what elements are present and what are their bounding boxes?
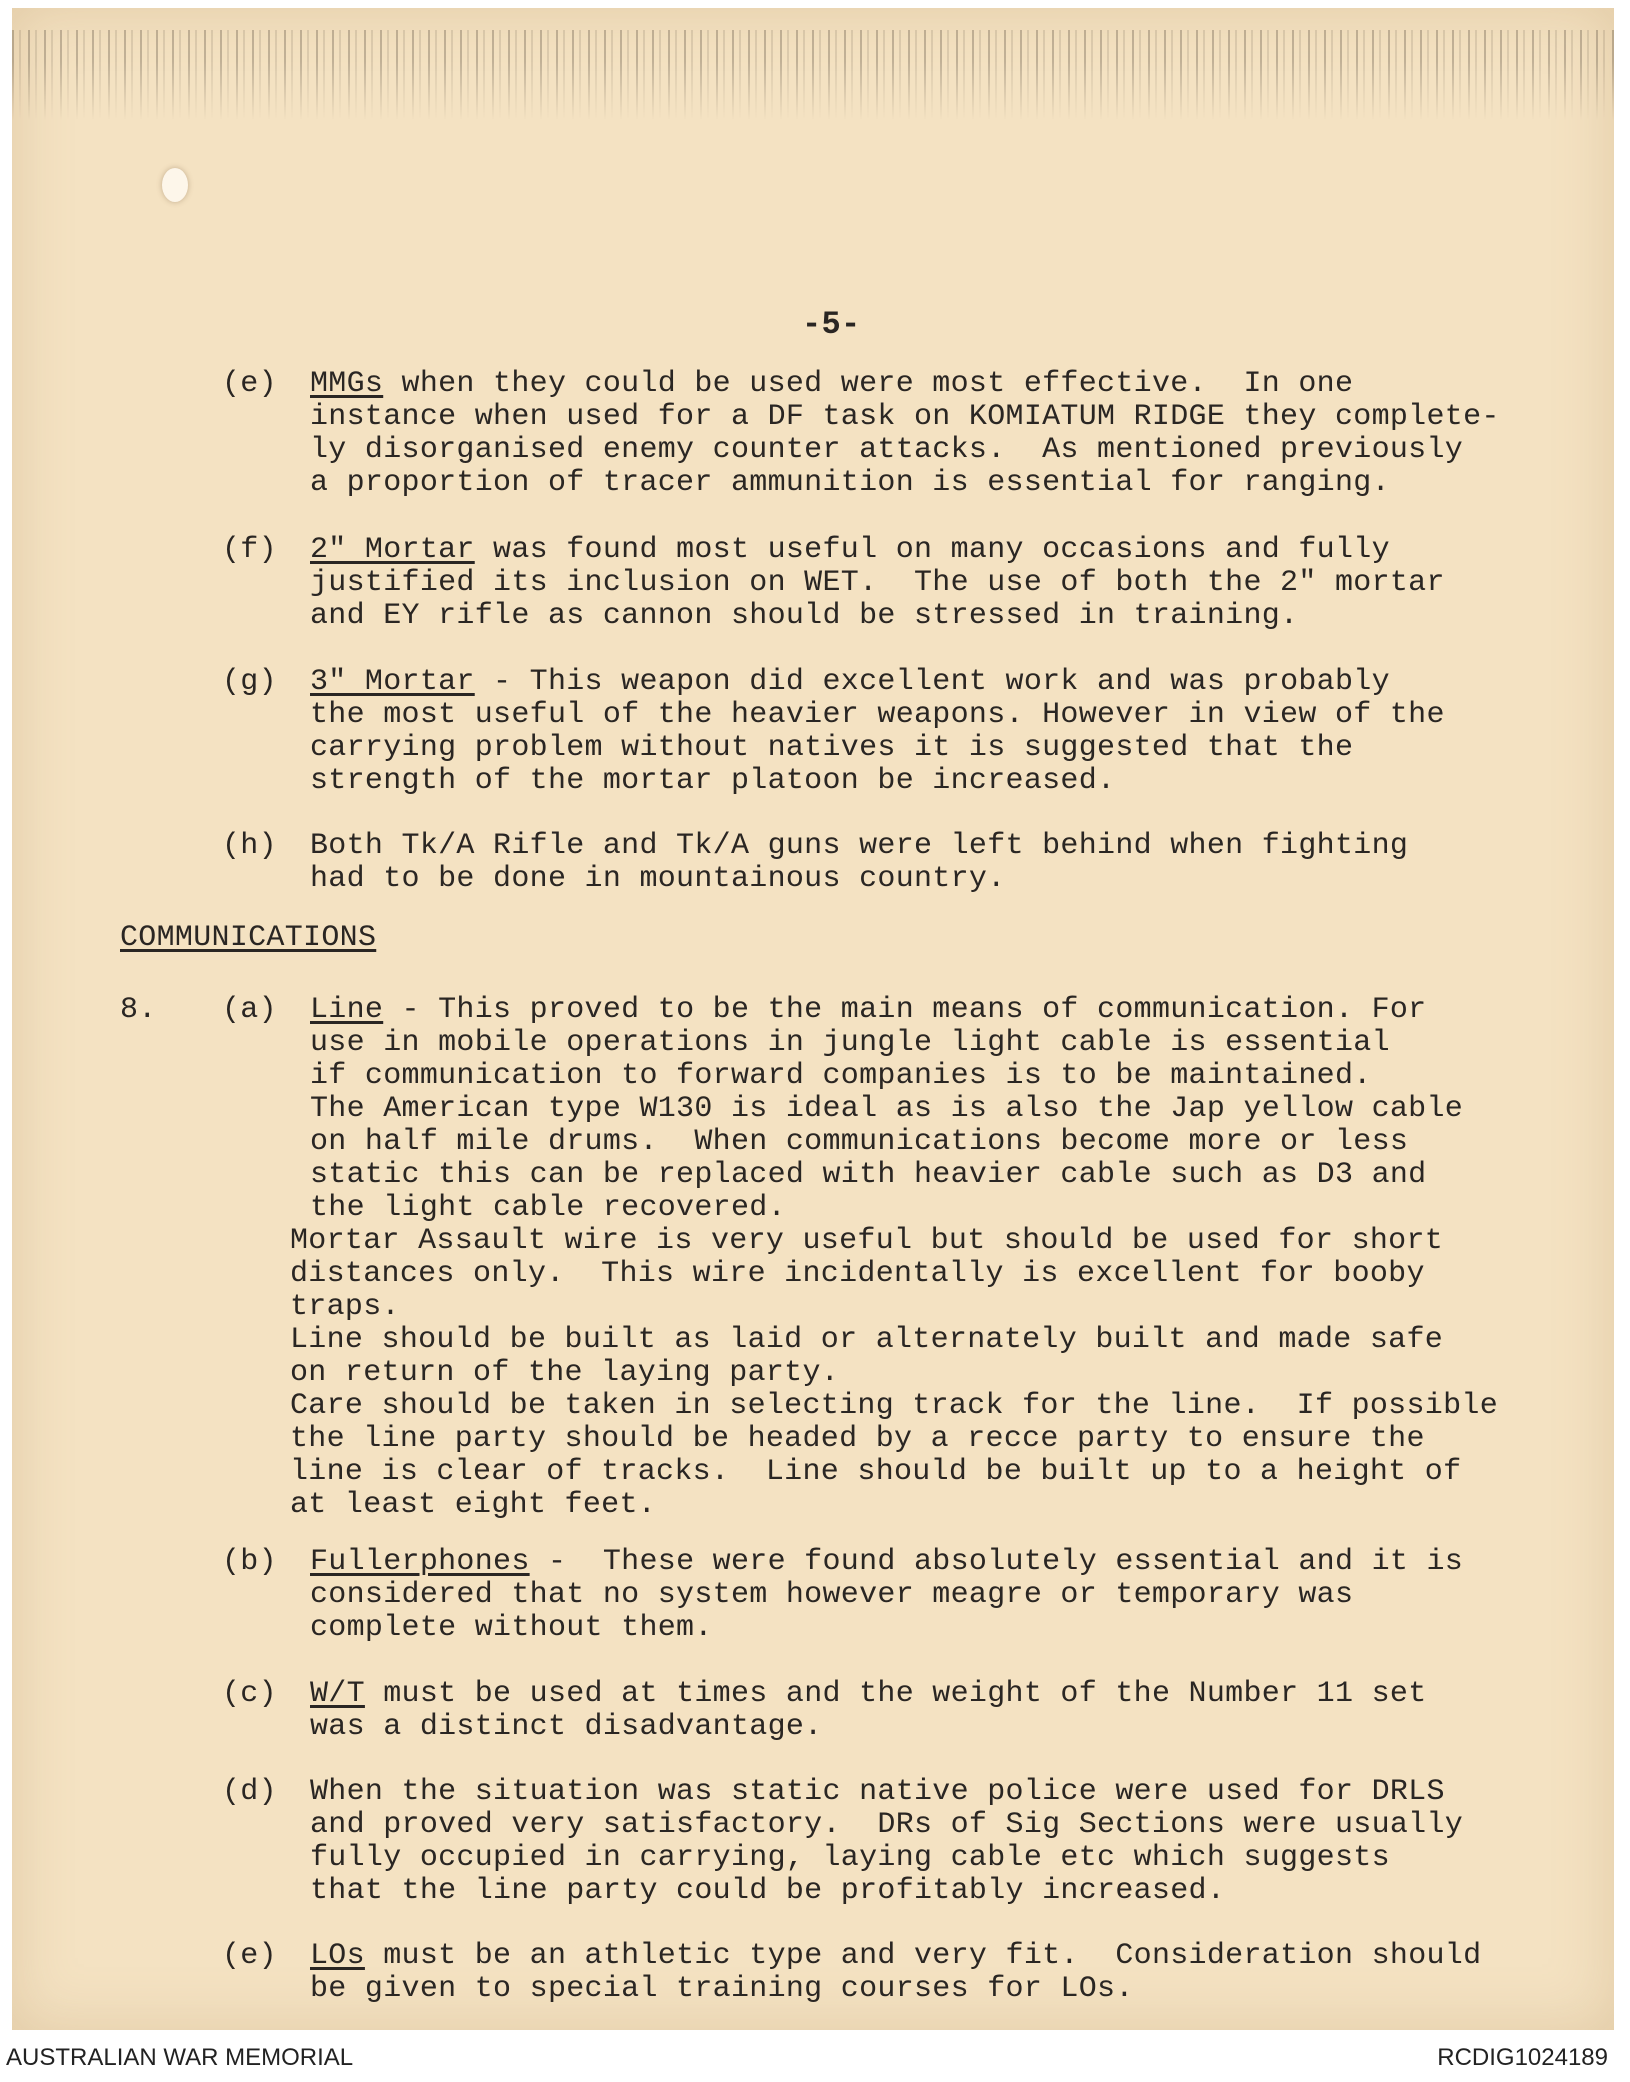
weapons-item-line: justified its inclusion on WET. The use of both the 2" mortar [310,566,1445,600]
comm-item [222,1678,1602,1744]
comm-item-heading: Fullerphones [310,1545,530,1579]
comm-item-body [290,993,1498,1522]
comm-item-label: (e) [222,1939,277,1973]
weapons-item-line: strength of the mortar platoon be increased. [310,764,1116,798]
document-page [12,8,1614,2030]
weapons-item-label: (g) [222,665,277,699]
comm-item-line: LOs must be an athletic type and very fit. Consideration should [310,1939,1482,1973]
comm-item-line: Fullerphones - These were found absolutely essential and it is [310,1545,1464,1579]
weapons-item-line: 2" Mortar was found most useful on many occasions and fully [310,533,1390,567]
comm-item-line: and proved very satisfactory. DRs of Sig Sections were usually [310,1808,1464,1842]
comm-item-line: was a distinct disadvantage. [310,1710,823,1744]
weapons-item-line: and EY rifle as cannon should be stressed in training. [310,599,1299,633]
comm-item-line: Mortar Assault wire is very useful but should be used for short [290,1224,1444,1258]
comm-item [222,1940,1602,2006]
weapons-item-line: MMGs when they could be used were most effective. In one [310,367,1354,401]
weapons-item [222,666,1602,798]
footer-record-id: RCDIG1024189 [1437,2044,1608,2071]
comm-item-body [310,1546,1463,1645]
comm-item [222,1546,1602,1645]
weapons-item-body [310,830,1408,896]
weapons-item-body [310,368,1500,500]
weapons-item-heading: MMGs [310,367,384,401]
comm-item-line: traps. [290,1290,400,1324]
weapons-item-label: (h) [222,829,277,863]
comm-item-label: (d) [222,1775,277,1809]
torn-top-edge [12,30,1614,120]
comm-item-heading: LOs [310,1939,365,1973]
comm-item-body [310,1678,1427,1744]
comm-item-line: at least eight feet. [290,1488,657,1522]
comm-item-line: that the line party could be profitably increased. [310,1874,1226,1908]
comm-item-body [310,1776,1463,1908]
comm-item-line: complete without them. [310,1611,713,1645]
weapons-item [222,830,1602,896]
comm-item-line: Line should be built as laid or alternately built and made safe [290,1323,1444,1357]
weapons-item-label: (e) [222,367,277,401]
comm-item-line: use in mobile operations in jungle light cable is essential [310,1026,1390,1060]
punch-hole [162,168,188,202]
comm-item-label: (b) [222,1545,277,1579]
paragraph-number: 8. [120,993,157,1027]
comm-item-line: The American type W130 is ideal as is also the Jap yellow cable [310,1092,1464,1126]
weapons-item-body [310,666,1445,798]
comm-item-heading: W/T [310,1677,365,1711]
weapons-item-line: ly disorganised enemy counter attacks. As mentioned previously [310,433,1464,467]
comm-item-heading: Line [310,993,384,1027]
weapons-item-line: 3" Mortar - This weapon did excellent work and was probably [310,665,1390,699]
comm-item-line: Line - This proved to be the main means of communication. For [310,993,1427,1027]
comm-item-line: distances only. This wire incidentally is excellent for booby [290,1257,1425,1291]
comm-item-body [310,1940,1481,2006]
comm-item-line: W/T must be used at times and the weight of the Number 11 set [310,1677,1427,1711]
comm-item-line: fully occupied in carrying, laying cable etc which suggests [310,1841,1390,1875]
weapons-item-line: a proportion of tracer ammunition is essential for ranging. [310,466,1390,500]
comm-item-line: if communication to forward companies is to be maintained. [310,1059,1372,1093]
comm-item-line: Care should be taken in selecting track for the line. If possible [290,1389,1498,1423]
section-heading: COMMUNICATIONS [120,921,377,955]
weapons-item-label: (f) [222,533,277,567]
weapons-item-line: carrying problem without natives it is suggested that the [310,731,1354,765]
comm-item-label: (c) [222,1677,277,1711]
weapons-item-line: Both Tk/A Rifle and Tk/A guns were left behind when fighting [310,829,1409,863]
weapons-item-heading: 3" Mortar [310,665,475,699]
comm-item-line: static this can be replaced with heavier cable such as D3 and [310,1158,1427,1192]
weapons-item-heading: 2" Mortar [310,533,475,567]
page-number: -5- [802,306,861,343]
comm-item-line: the light cable recovered. [310,1191,786,1225]
weapons-item-line: had to be done in mountainous country. [310,862,1006,896]
comm-item-line: be given to special training courses for LOs. [310,1972,1134,2006]
comm-item-line: When the situation was static native police were used for DRLS [310,1775,1445,1809]
weapons-item-body [310,534,1445,633]
comm-item-line: on return of the laying party. [290,1356,840,1390]
comm-item-label: (a) [222,993,277,1027]
weapons-item-line: the most useful of the heavier weapons. However in view of the [310,698,1445,732]
comm-item [222,994,1602,1522]
comm-item-line: on half mile drums. When communications become more or less [310,1125,1409,1159]
comm-item [222,1776,1602,1908]
comm-item-line: considered that no system however meagre or temporary was [310,1578,1354,1612]
weapons-item-line: instance when used for a DF task on KOMIATUM RIDGE they complete- [310,400,1500,434]
comm-item-line: line is clear of tracks. Line should be built up to a height of [290,1455,1462,1489]
comm-item-line: the line party should be headed by a recce party to ensure the [290,1422,1425,1456]
weapons-item [222,534,1602,633]
footer-archive-name: AUSTRALIAN WAR MEMORIAL [6,2044,354,2071]
weapons-item [222,368,1602,500]
